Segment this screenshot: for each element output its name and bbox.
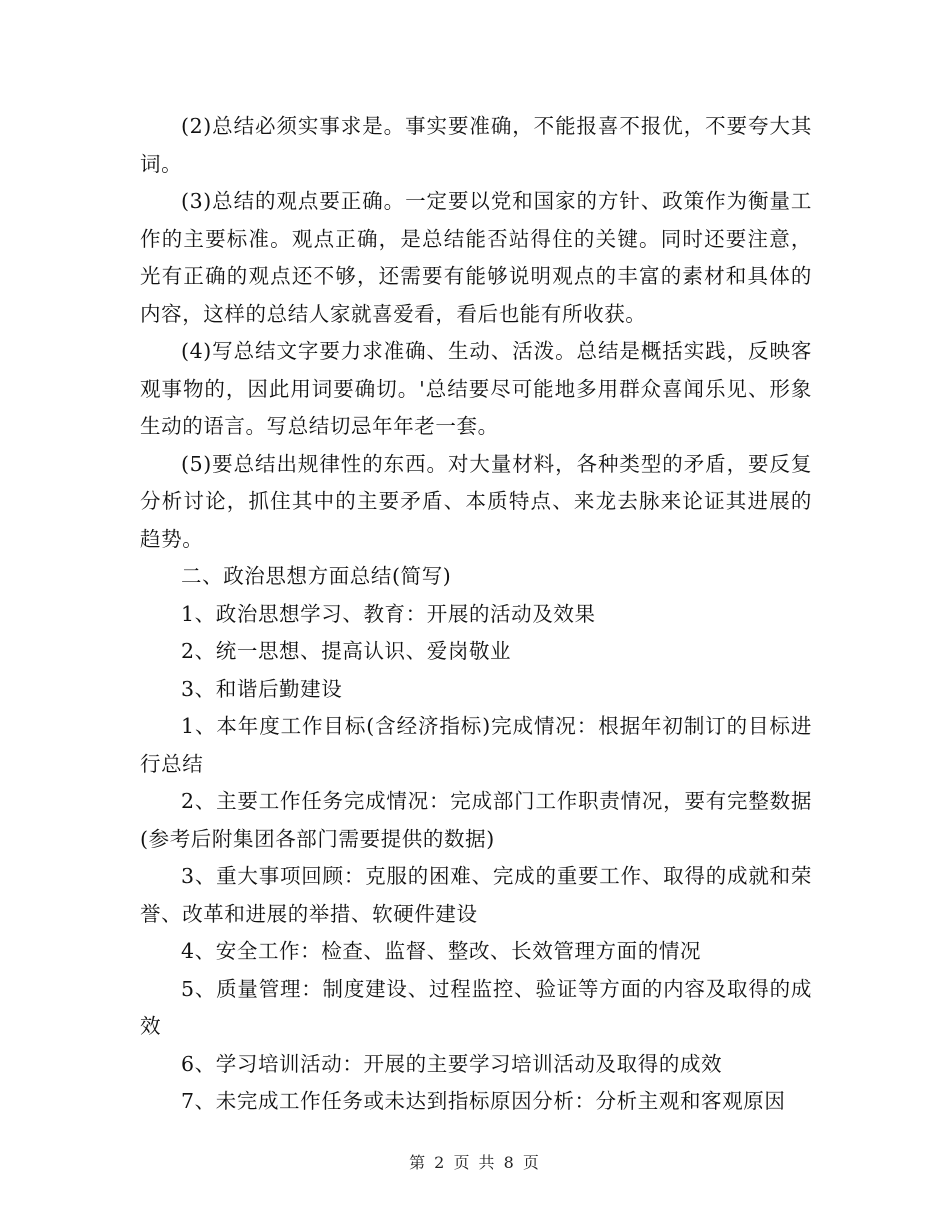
list-item-harmonious-logistics: 3、和谐后勤建设 — [181, 676, 343, 701]
paragraph-summary-viewpoint: (3)总结的观点要正确。一定要以党和国家的方针、政策作为衡量工作的主要标准。观点正确，是总结能否站得住的关键。同时还要注意，光有正确的观点还不够，还需要有能够说明观点的丰富的素材和具体的内容，这样的总结人家就喜爱看，看后也能有所收获。 — [140, 189, 812, 326]
list-item-quality-management: 5、质量管理：制度建设、过程监控、验证等方面的内容及取得的成效 — [140, 976, 812, 1038]
list-item-major-events: 3、重大事项回顾：克服的困难、完成的重要工作、取得的成就和荣誉、改革和进展的举措、软硬件建设 — [140, 864, 812, 926]
paragraph-summary-truthful: (2)总结必须实事求是。事实要准确，不能报喜不报优，不要夸大其词。 — [140, 114, 812, 176]
list-item-training: 6、学习培训活动：开展的主要学习培训活动及取得的成效 — [181, 1051, 723, 1076]
list-item-political-study: 1、政治思想学习、教育：开展的活动及效果 — [181, 601, 596, 626]
section-heading-political: 二、政治思想方面总结(简写) — [181, 564, 452, 588]
document-body — [140, 108, 812, 1121]
list-item-unfinished-analysis: 7、未完成工作任务或未达到指标原因分析：分析主观和客观原因 — [181, 1089, 786, 1113]
page-number-footer: 第 2 页 共 8 页 — [409, 1153, 541, 1172]
list-item-unify-thinking: 2、统一思想、提高认识、爱岗敬业 — [181, 639, 512, 663]
paragraph-summary-language: (4)写总结文字要力求准确、生动、活泼。总结是概括实践，反映客观事物的，因此用词要确切。'总结要尽可能地多用群众喜闻乐见、形象生动的语言。写总结切忌年年老一套。 — [140, 339, 812, 438]
list-item-main-tasks: 2、主要工作任务完成情况：完成部门工作职责情况，要有完整数据(参考后附集团各部门需要提供的数据) — [140, 789, 812, 851]
list-item-annual-goals: 1、本年度工作目标(含经济指标)完成情况：根据年初制订的目标进行总结 — [140, 714, 812, 776]
list-item-safety-work: 4、安全工作：检查、监督、整改、长效管理方面的情况 — [181, 939, 702, 963]
paragraph-summary-regularity: (5)要总结出规律性的东西。对大量材料，各种类型的矛盾，要反复分析讨论，抓住其中的主要矛盾、本质特点、来龙去脉来论证其进展的趋势。 — [140, 451, 812, 551]
